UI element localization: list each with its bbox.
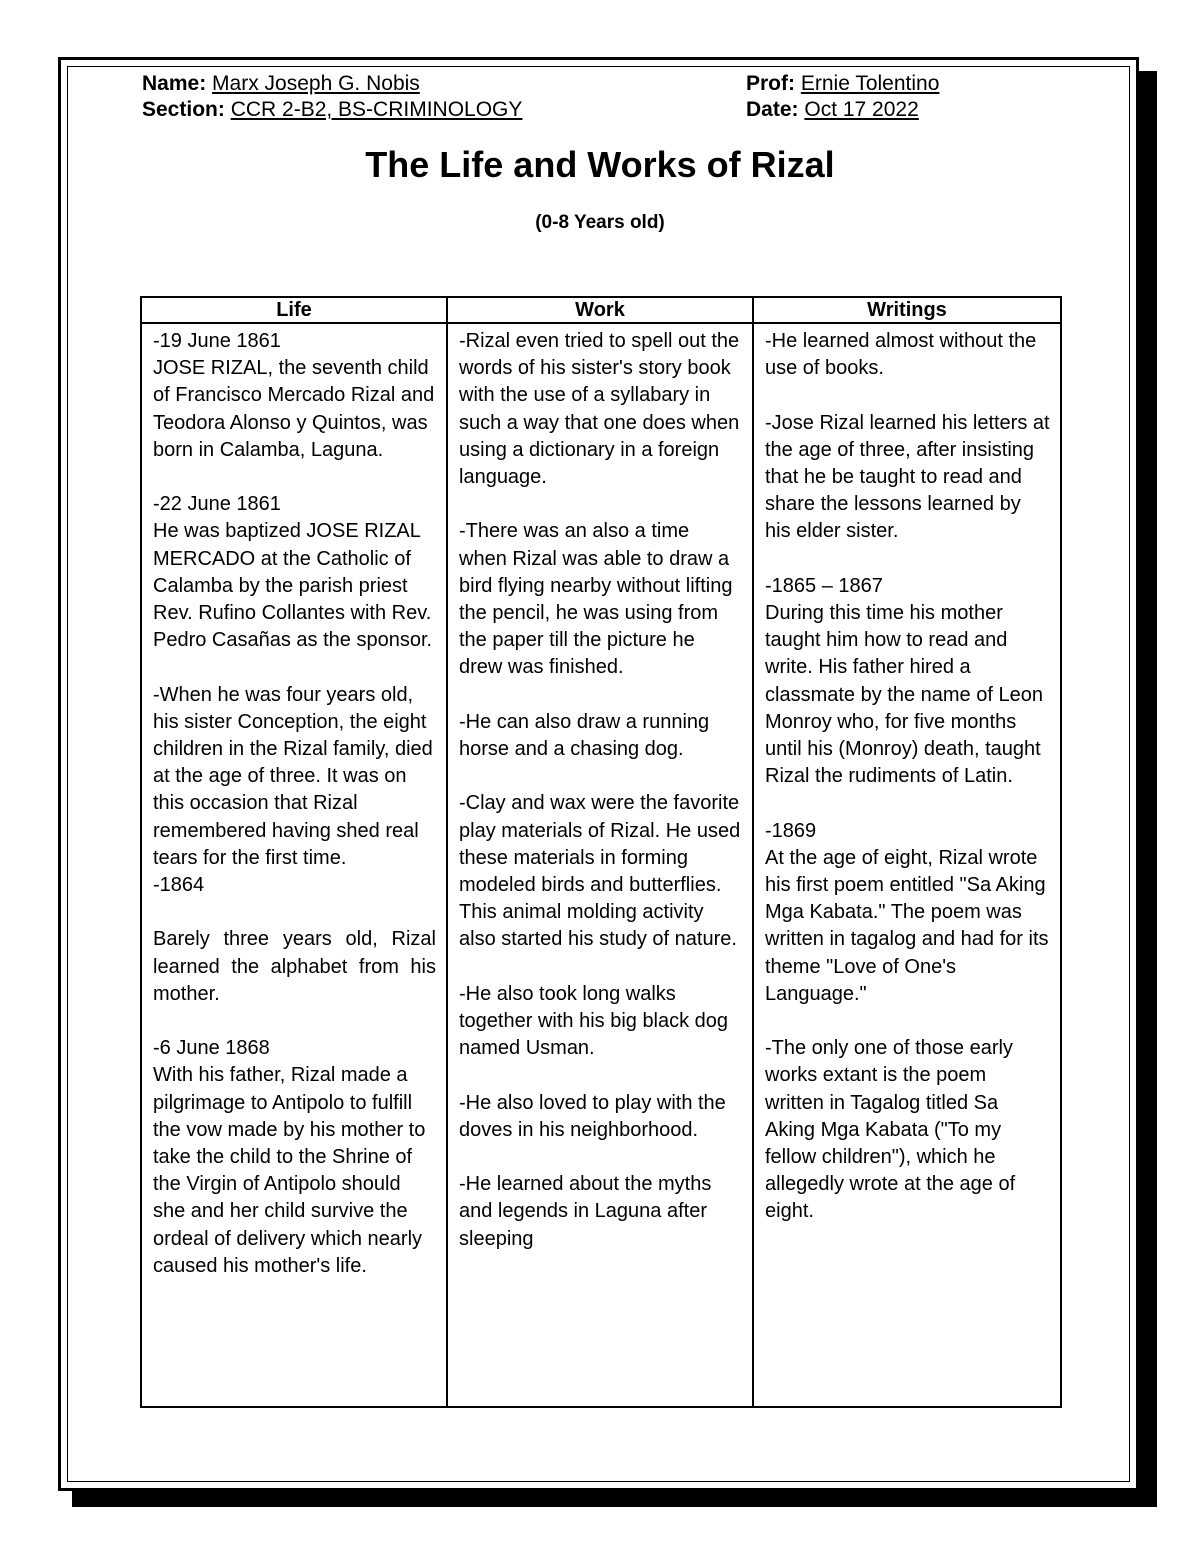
life-entry: -22 June 1861 He was baptized JOSE RIZAL MERCADO at the Catholic of Calamba by the parish priest Rev. Rufino Collantes with Rev. Pedro Casañas as the sponsor. (153, 493, 433, 652)
name-label: Name: (142, 72, 207, 95)
life-entry: -19 June 1861 JOSE RIZAL, the seventh child of Francisco Mercado Rizal and Teodora Alonso y Quintos, was born in Calamba, Laguna. (153, 330, 435, 461)
life-cell (141, 323, 447, 1407)
life-entry: Barely three years old, Rizal learned the alphabet from his mother. (153, 928, 436, 1005)
work-entry: -He also took long walks together with his big black dog named Usman. (459, 982, 729, 1060)
section-label: Section: (142, 98, 225, 121)
life-works-table (140, 296, 1062, 1408)
work-entry: -There was an also a time when Rizal was able to draw a bird flying nearby without lifting the pencil, he was using from the paper till the picture he drew was finished. (459, 520, 733, 679)
section-value: CCR 2-B2, BS-CRIMINOLOGY (230, 98, 523, 121)
table-row (141, 323, 1061, 1407)
date-label: Date: (746, 98, 799, 121)
page-subtitle: (0-8 Years old) (535, 212, 665, 233)
date-value: Oct 17 2022 (804, 98, 919, 121)
work-entry: -He can also draw a running horse and a chasing dog. (459, 710, 710, 761)
prof-value: Ernie Tolentino (800, 72, 940, 95)
writings-entry: -1865 – 1867 During this time his mother taught him how to read and write. His father hired a classmate by the name of Leon Monroy who, for five months until his (Monroy) death, taught Rizal the rudiments of Latin. (765, 574, 1043, 788)
section-line (142, 98, 522, 122)
work-cell (447, 323, 753, 1407)
page-title: The Life and Works of Rizal (365, 144, 835, 185)
work-entry: -Rizal even tried to spell out the words of his sister's story book with the use of a syllabary in such a way that one does when using a dictionary in a foreign language. (459, 330, 740, 489)
name-line (142, 72, 420, 96)
life-entry: -6 June 1868 With his father, Rizal made a pilgrimage to Antipolo to fulfill the vow made by his mother to take the child to the Shrine of the Virgin of Antipolo should she and her child survive the ordeal of delivery which nearly caused his mother's life. (153, 1037, 426, 1277)
work-entry: -Clay and wax were the favorite play materials of Rizal. He used these materials in forming modeled birds and butterflies. This animal molding activity also started his study of nature. (459, 792, 741, 951)
column-header-writings: Writings (753, 297, 1061, 323)
column-header-work: Work (447, 297, 753, 323)
prof-label: Prof: (746, 72, 795, 95)
table-header-row (141, 297, 1061, 323)
work-entry: -He learned about the myths and legends in Laguna after sleeping (459, 1173, 712, 1250)
life-entry: -When he was four years old, his sister Conception, the eight children in the Rizal family, died at the age of three. It was on this occasion that Rizal remembered having shed real tears for the first time. -1864 (153, 683, 433, 897)
writings-entry: -The only one of those early works extant is the poem written in Tagalog titled Sa Aking Mga Kabata ("To my fellow children"), which he allegedly wrote at the age of eight. (765, 1037, 1016, 1223)
column-header-life: Life (141, 297, 447, 323)
writings-entry: -Jose Rizal learned his letters at the age of three, after insisting that he be taught to read and share the lessons learned by his elder sister. (765, 411, 1050, 543)
date-line (746, 98, 919, 122)
writings-entry: -He learned almost without the use of books. (765, 330, 1037, 380)
prof-line (746, 72, 939, 96)
writings-entry: -1869 At the age of eight, Rizal wrote his first poem entitled "Sa Aking Mga Kabata." The poem was written in tagalog and had for its theme "Love of One's Language." (765, 819, 1049, 1005)
writings-cell (753, 323, 1061, 1407)
work-entry: -He also loved to play with the doves in his neighborhood. (459, 1091, 726, 1141)
name-value: Marx Joseph G. Nobis (212, 72, 420, 95)
